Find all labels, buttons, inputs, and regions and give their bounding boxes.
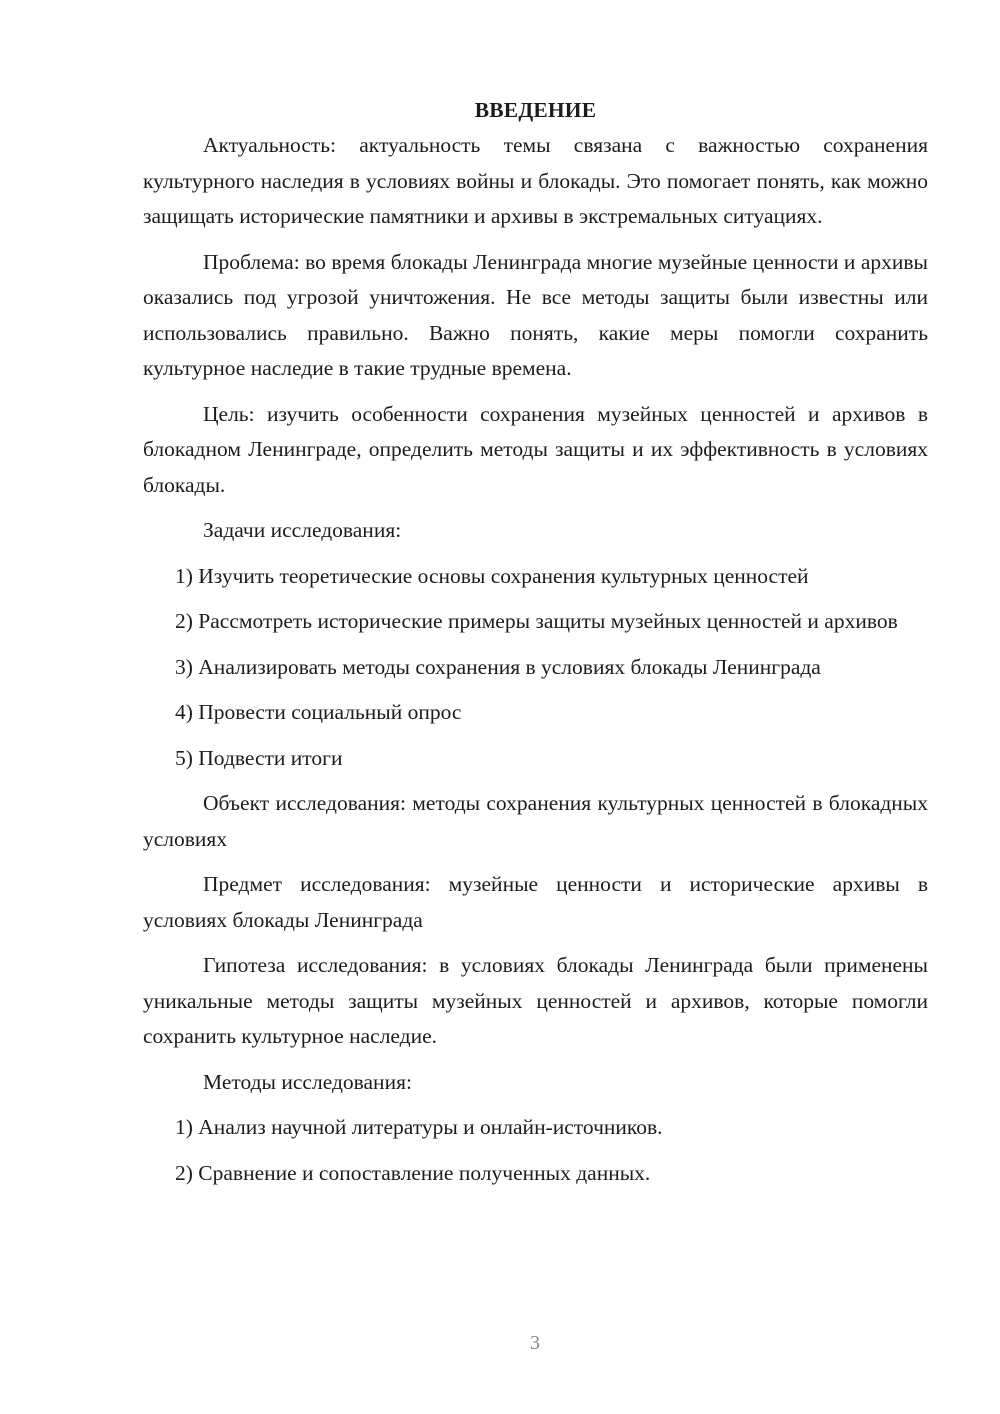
page-number: 3	[530, 1332, 540, 1354]
object-paragraph: Объект исследования: методы сохранения культурных ценностей в блокадных условиях	[143, 791, 928, 851]
tasks-heading: Задачи исследования:	[203, 518, 402, 542]
task-item: 5) Подвести итоги	[175, 745, 343, 770]
method-item: 2) Сравнение и сопоставление полученных данных.	[175, 1160, 651, 1185]
task-item: 4) Провести социальный опрос	[175, 700, 462, 724]
subject-paragraph: Предмет исследования: музейные ценности и исторические архивы в условиях блокады Ленинграда	[143, 872, 928, 932]
task-item: 3) Анализировать методы сохранения в условиях блокады Ленинграда	[175, 654, 821, 679]
hypothesis-paragraph: Гипотеза исследования: в условиях блокады Ленинграда были применены уникальные методы защиты музейных ценностей и архивов, которые помогли сохранить культурное наследие.	[143, 953, 928, 1048]
relevance-paragraph: Актуальность: актуальность темы связана с важностью сохранения культурного наследия в условиях войны и блокады. Это помогает понять, как можно защищать исторические памятники и архивы в экстремальных ситуациях.	[143, 133, 928, 228]
methods-heading: Методы исследования:	[203, 1069, 412, 1094]
document-page	[143, 92, 928, 1201]
problem-paragraph: Проблема: во время блокады Ленинграда многие музейные ценности и архивы оказались под угрозой уничтожения. Не все методы защиты были известны или использовались правильно. Важно понять, какие меры помогли сохранить культурное наследие в такие трудные времена.	[143, 249, 928, 380]
method-item: 1) Анализ научной литературы и онлайн-источников.	[175, 1115, 663, 1139]
task-item: 2) Рассмотреть исторические примеры защиты музейных ценностей и архивов	[175, 609, 898, 633]
page-title: ВВЕДЕНИЕ	[474, 98, 597, 122]
task-item: 1) Изучить теоретические основы сохранения культурных ценностей	[175, 563, 809, 588]
goal-paragraph: Цель: изучить особенности сохранения музейных ценностей и архивов в блокадном Ленинграде, определить методы защиты и их эффективность в условиях блокады.	[143, 401, 928, 497]
